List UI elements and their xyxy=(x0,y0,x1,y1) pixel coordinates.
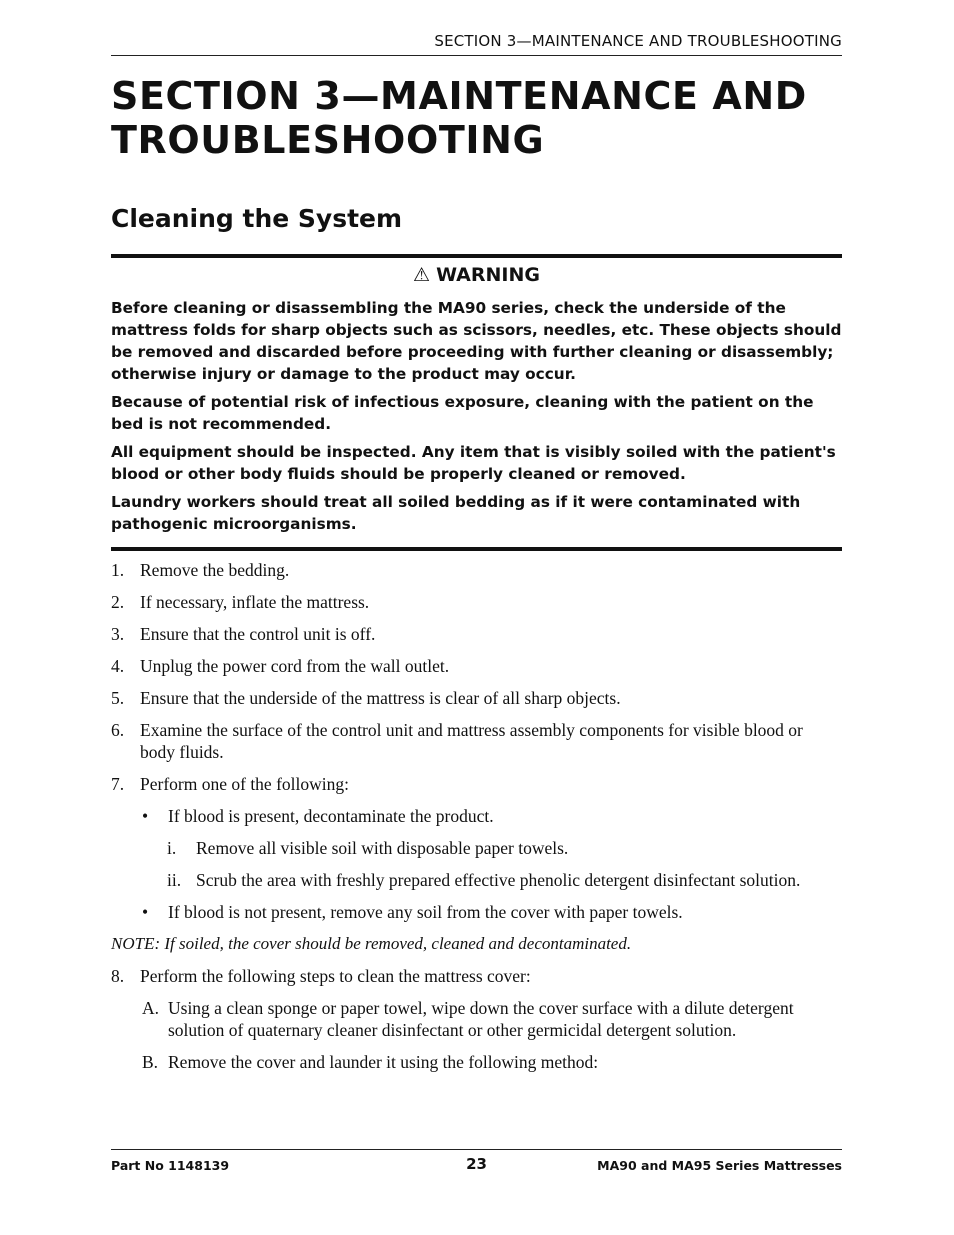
substep-item xyxy=(111,1051,842,1073)
step-number: 6. xyxy=(111,720,125,740)
step-item xyxy=(111,559,842,581)
warning-label: WARNING xyxy=(436,264,540,286)
substep-text: Remove all visible soil with disposable paper towels. xyxy=(196,838,569,858)
step-number: 5. xyxy=(111,688,125,708)
step-number: 4. xyxy=(111,656,125,676)
warning-paragraph: Before cleaning or disassembling the MA90 series, check the underside of the mattress folds for sharp objects such as scissors, needles, etc. These objects should be removed and discarded before proceeding with further cleaning or disassembly; otherwise injury or damage to the product may occur. xyxy=(111,299,842,383)
step-text: Perform one of the following: xyxy=(140,774,349,794)
bullet-item xyxy=(111,901,842,923)
note-text: NOTE: If soiled, the cover should be removed, cleaned and decontaminated. xyxy=(111,934,632,953)
step-number: 1. xyxy=(111,560,125,580)
substep-item xyxy=(111,869,842,891)
substep-item xyxy=(111,997,842,1041)
bullet-item xyxy=(111,805,842,827)
substep-number: ii. xyxy=(167,870,182,890)
bullet-marker: • xyxy=(142,902,149,922)
substep-number: i. xyxy=(167,838,177,858)
step-text: Perform the following steps to clean the mattress cover: xyxy=(140,966,531,986)
substep-letter: A. xyxy=(142,998,160,1018)
warning-paragraph: All equipment should be inspected. Any item that is visibly soiled with the patient's blood or other body fluids should be properly cleaned or removed. xyxy=(111,443,836,483)
header-rule xyxy=(111,55,842,56)
product-name: MA90 and MA95 Series Mattresses xyxy=(597,1158,842,1173)
step-item xyxy=(111,687,842,709)
subsection-title: Cleaning the System xyxy=(111,204,403,233)
warning-box xyxy=(111,297,842,541)
warning-triangle-icon: ⚠ xyxy=(413,264,431,286)
page-number: 23 xyxy=(466,1155,487,1173)
substep-text: Scrub the area with freshly prepared effective phenolic detergent disinfectant solution. xyxy=(196,870,801,890)
step-text: Ensure that the control unit is off. xyxy=(140,624,376,644)
step-item xyxy=(111,773,842,795)
section-title: SECTION 3—MAINTENANCE AND TROUBLESHOOTING xyxy=(111,74,807,162)
step-text: If necessary, inflate the mattress. xyxy=(140,592,370,612)
step-item xyxy=(111,655,842,677)
substep-item xyxy=(111,837,842,859)
substep-text: Remove the cover and launder it using the following method: xyxy=(168,1052,599,1072)
footer-rule xyxy=(111,1149,842,1150)
warning-paragraph: Because of potential risk of infectious exposure, cleaning with the patient on the bed is not recommended. xyxy=(111,393,814,433)
step-item xyxy=(111,623,842,645)
step-item xyxy=(111,719,842,763)
step-number: 7. xyxy=(111,774,125,794)
substep-text: Using a clean sponge or paper towel, wipe down the cover surface with a dilute detergent solution of quaternary cleaner disinfectant or other germicidal detergent solution. xyxy=(168,998,794,1040)
substep-letter: B. xyxy=(142,1052,159,1072)
step-item xyxy=(111,591,842,613)
warning-top-rule xyxy=(111,254,842,258)
step-number: 8. xyxy=(111,966,125,986)
part-number: Part No 1148139 xyxy=(111,1158,230,1173)
bullet-text: If blood is present, decontaminate the product. xyxy=(168,806,494,826)
step-number: 2. xyxy=(111,592,125,612)
procedure-steps xyxy=(111,559,842,1083)
bullet-marker: • xyxy=(142,806,149,826)
running-header: SECTION 3—MAINTENANCE AND TROUBLESHOOTING xyxy=(434,32,842,50)
warning-heading xyxy=(111,264,842,286)
step-item xyxy=(111,965,842,987)
step-text: Ensure that the underside of the mattress is clear of all sharp objects. xyxy=(140,688,621,708)
warning-paragraph: Laundry workers should treat all soiled bedding as if it were contaminated with pathogenic microorganisms. xyxy=(111,493,801,533)
warning-bottom-rule xyxy=(111,547,842,551)
step-text: Unplug the power cord from the wall outlet. xyxy=(140,656,450,676)
step-number: 3. xyxy=(111,624,125,644)
step-text: Examine the surface of the control unit and mattress assembly components for visible blood or body fluids. xyxy=(140,720,803,762)
bullet-text: If blood is not present, remove any soil from the cover with paper towels. xyxy=(168,902,683,922)
step-text: Remove the bedding. xyxy=(140,560,290,580)
